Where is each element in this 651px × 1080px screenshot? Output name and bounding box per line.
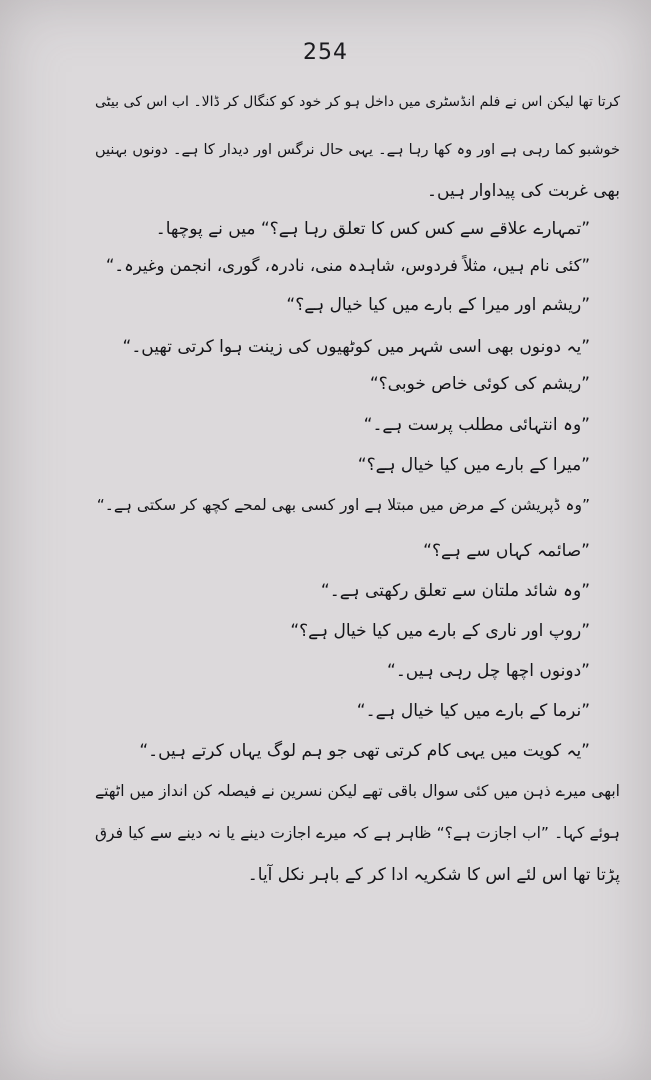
text-line-11: ”وہ ڈپریشن کے مرض میں مبتلا ہے اور کسی بھی لمحے کچھ کر سکتی ہے۔“ xyxy=(96,496,590,514)
text-line-12: ”صائمہ کہاں سے ہے؟“ xyxy=(423,541,590,561)
text-line-10: ”میرا کے بارے میں کیا خیال ہے؟“ xyxy=(357,455,590,475)
text-line-19: ہوئے کہا۔ ”اب اجازت ہے؟“ ظاہر ہے کہ میرے اجازت دینے یا نہ دینے سے کیا فرق xyxy=(95,824,620,842)
text-line-14: ”روپ اور ناری کے بارے میں کیا خیال ہے؟“ xyxy=(290,621,590,641)
text-line-18: ابھی میرے ذہن میں کئی سوال باقی تھے لیکن نسرین نے فیصلہ کن انداز میں اٹھتے xyxy=(95,782,620,800)
text-line-17: ”یہ کویت میں یہی کام کرتی تھی جو ہم لوگ یہاں کرتے ہیں۔“ xyxy=(139,741,590,761)
text-line-3: بھی غربت کی پیداوار ہیں۔ xyxy=(427,181,620,201)
text-line-5: ”کئی نام ہیں، مثلاً فردوس، شاہدہ منی، نادرہ، گوری، انجمن وغیرہ۔“ xyxy=(105,256,590,275)
text-line-6: ”ریشم اور میرا کے بارے میں کیا خیال ہے؟“ xyxy=(286,295,590,315)
text-line-16: ”نرما کے بارے میں کیا خیال ہے۔“ xyxy=(356,701,590,721)
text-line-2: خوشبو کما رہی ہے اور وہ کھا رہا ہے۔ یہی حال نرگس اور دیدار کا ہے۔ دونوں بہنیں xyxy=(95,142,620,158)
text-line-20: پڑتا تھا اس لئے اس کا شکریہ ادا کر کے باہر نکل آیا۔ xyxy=(247,865,620,885)
text-line-7: ”یہ دونوں بھی اسی شہر میں کوٹھیوں کی زینت ہوا کرتی تھیں۔“ xyxy=(122,337,590,357)
text-line-1: کرتا تھا لیکن اس نے فلم انڈسٹری میں داخل ہو کر خود کو کنگال کر ڈالا۔ اب اس کی بیٹی xyxy=(95,94,620,110)
text-line-15: ”دونوں اچھا چل رہی ہیں۔“ xyxy=(387,661,590,681)
page-number: 254 xyxy=(303,40,348,65)
text-line-4: ”تمہارے علاقے سے کس کس کا تعلق رہا ہے؟“ میں نے پوچھا۔ xyxy=(155,219,590,239)
text-line-13: ”وہ شائد ملتان سے تعلق رکھتی ہے۔“ xyxy=(320,581,590,601)
text-line-8: ”ریشم کی کوئی خاص خوبی؟“ xyxy=(369,374,590,394)
text-line-9: ”وہ انتہائی مطلب پرست ہے۔“ xyxy=(363,415,590,435)
